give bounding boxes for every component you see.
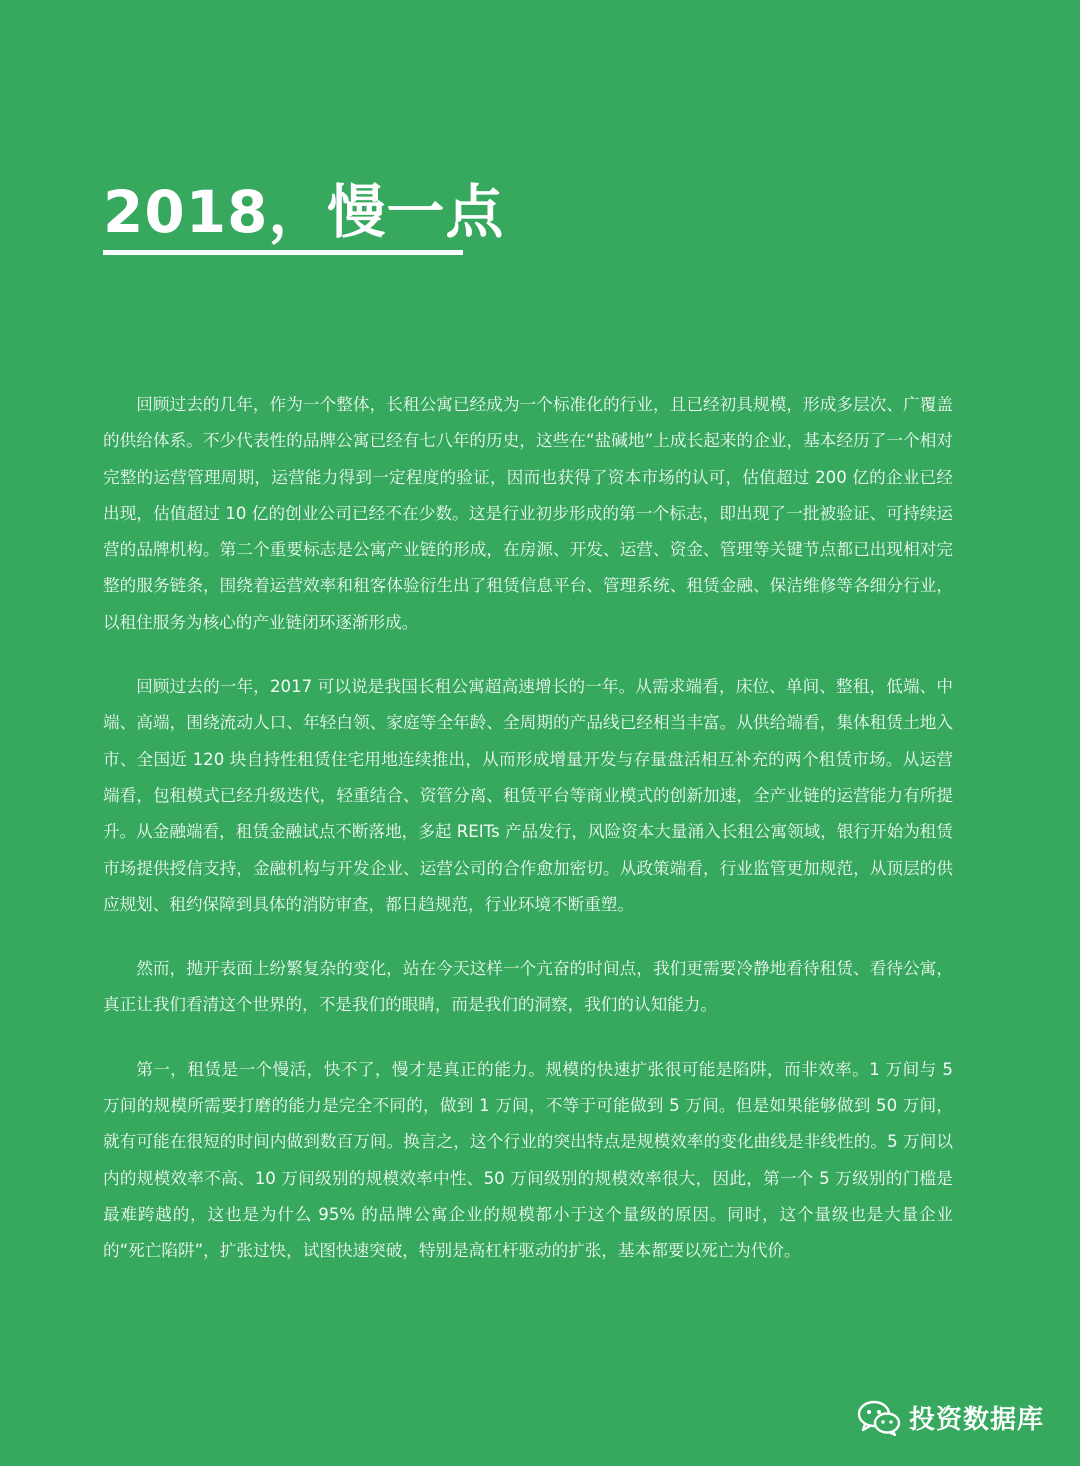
watermark-text: 投资数据库 (908, 1405, 1044, 1435)
watermark (857, 1399, 1044, 1436)
paragraph-1: 回顾过去的几年，作为一个整体，长租公寓已经成为一个标准化的行业，且已经初具规模，形成多层次、广覆盖的供给体系。不少代表性的品牌公寓已经有七八年的历史，这些在“盐碱地”上成长起来的企业，基本经历了一个相对完整的运营管理周期，运营能力得到一定程度的验证，因而也获得了资本市场的认可，估值超过 200 亿的企业已经出现，估值超过 10 亿的创业公司已经不在少数。这是行业初步形成的第一个标志，即出现了一批被验证、可持续运营的品牌机构。第二个重要标志是公寓产业链的形成，在房源、开发、运营、资金、管理等关键节点都已出现相对完整的服务链条，围绕着运营效率和租客体验衍生出了租赁信息平台、管理系统、租赁金融、保洁维修等各细分行业，以租住服务为核心的产业链闭环逐渐形成。 (103, 395, 953, 632)
title-block (103, 178, 504, 255)
page-title: 2018，慢一点 (103, 178, 505, 246)
article-body (103, 387, 953, 1298)
paragraph-4: 第一，租赁是一个慢活，快不了，慢才是真正的能力。规模的快速扩张很可能是陷阱，而非效率。1 万间与 5 万间的规模所需要打磨的能力是完全不同的，做到 1 万间，不等于可能做到 5 万间。但是如果能够做到 50 万间，就有可能在很短的时间内做到数百万间。换言之，这个行业的突出特点是规模效率的变化曲线是非线性的。5 万间以内的规模效率不高、10 万间级别的规模效率中性、50 万间级别的规模效率很大，因此，第一个 5 万级别的门槛是最难跨越的，这也是为什么 95% 的品牌公寓企业的规模都小于这个量级的原因。同时，这个量级也是大量企业的“死亡陷阱”，扩张过快，试图快速突破，特别是高杠杆驱动的扩张，基本都要以死亡为代价。 (103, 1059, 953, 1261)
wechat-icon (857, 1400, 901, 1436)
title-underline (103, 250, 463, 255)
paragraph-3: 然而，抛开表面上纷繁复杂的变化，站在今天这样一个亢奋的时间点，我们更需要冷静地看待租赁、看待公寓，真正让我们看清这个世界的，不是我们的眼睛，而是我们的洞察，我们的认知能力。 (103, 959, 953, 1015)
paragraph-2: 回顾过去的一年，2017 可以说是我国长租公寓超高速增长的一年。从需求端看，床位、单间、整租，低端、中端、高端，围绕流动人口、年轻白领、家庭等全年龄、全周期的产品线已经相当丰富。从供给端看，集体租赁土地入市、全国近 120 块自持性租赁住宅用地连续推出，从而形成增量开发与存量盘活相互补充的两个租赁市场。从运营端看，包租模式已经升级迭代，轻重结合、资管分离、租赁平台等商业模式的创新加速，全产业链的运营能力有所提升。从金融端看，租赁金融试点不断落地，多起 REITs 产品发行，风险资本大量涌入长租公寓领域，银行开始为租赁市场提供授信支持，金融机构与开发企业、运营公司的合作愈加密切。从政策端看，行业监管更加规范，从顶层的供应规划、租约保障到具体的消防审查，都日趋规范，行业环境不断重塑。 (103, 677, 953, 914)
